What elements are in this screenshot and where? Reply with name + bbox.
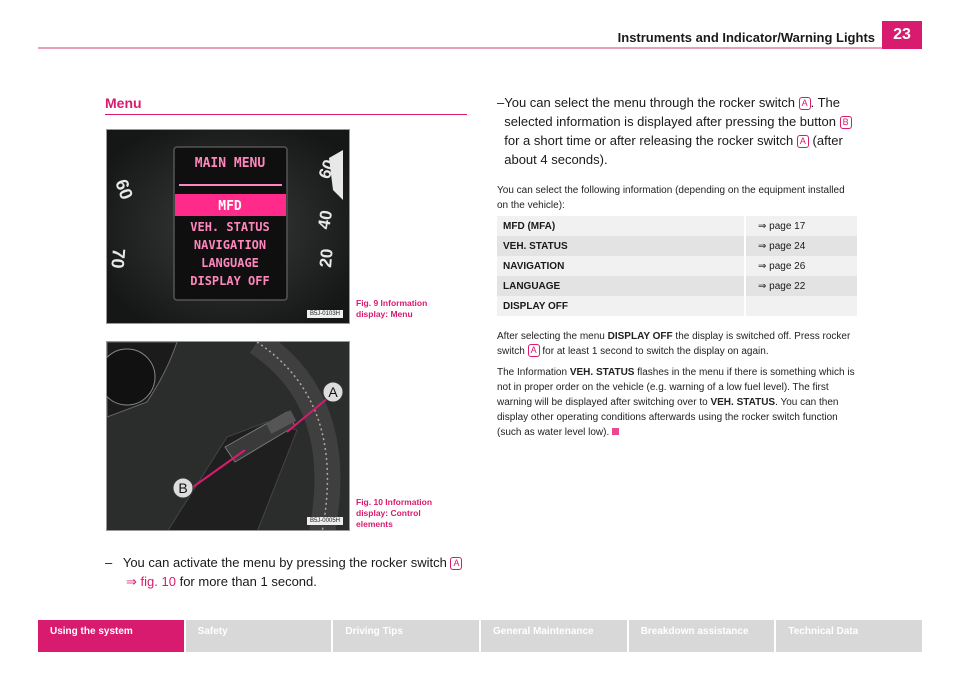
menu-options-table [497,216,857,316]
display-off-paragraph: After selecting the menu DISPLAY OFF the display is switched off. Press rocker switch A for at least 1 second to switch the display on again. [497,331,851,357]
menu-item-display-off: DISPLAY OFF [190,274,270,288]
tab-driving-tips[interactable]: Driving Tips [333,620,479,652]
menu-item-navigation: NAVIGATION [193,238,267,252]
table-row: NAVIGATION ⇒ page 26 [497,256,857,276]
gauge-right-20: 20 [316,247,337,269]
table-row: VEH. STATUS ⇒ page 24 [497,236,857,256]
tab-technical-data[interactable]: Technical Data [776,620,922,652]
callout-a-label: A [328,384,338,400]
tab-general-maintenance[interactable]: General Maintenance [481,620,627,652]
page-header-title: Instruments and Indicator/Warning Lights [617,30,875,45]
gauge-left-60: 60 [111,176,137,203]
veh-status-paragraph: The Information VEH. STATUS flashes in the menu if there is something which is not in proper order on the vehicle (e.g. warning of a low fuel level). The first warning will be displayed after switching over to VEH. STATUS. You can then display other operating conditions afterwards using the rocker switch function (such as water level low). [497,367,855,438]
rocker-switch-a-badge: A [450,557,462,570]
page-number: 23 [882,21,922,49]
figure-code: B5J-0103H [307,310,343,318]
figure-menu-display [106,129,350,324]
figure-code: B5J-0005H [307,517,343,525]
page-ref-link[interactable]: ⇒ page 26 [745,256,857,276]
section-divider [105,114,467,115]
button-b-badge: B [840,116,852,129]
menu-item-mfd: MFD [218,199,242,214]
menu-item-veh-status: VEH. STATUS [190,220,270,234]
tab-using-the-system[interactable]: Using the system [38,620,184,652]
callout-b-label: B [178,480,188,496]
rocker-switch-a-badge: A [799,97,811,110]
tab-breakdown-assistance[interactable]: Breakdown assistance [629,620,775,652]
steering-column-illustration [107,342,350,531]
footer-navigation [38,620,922,652]
section-title: Menu [105,95,142,111]
table-row: DISPLAY OFF [497,296,857,316]
figure-control-elements [106,341,350,531]
page-ref-link[interactable]: ⇒ page 22 [745,276,857,296]
figure-9-caption: Fig. 9 Information display: Menu [356,298,428,319]
gauge-right-40: 40 [314,208,337,231]
rocker-switch-a-badge: A [797,135,809,148]
menu-item-language: LANGUAGE [201,256,259,270]
figure-10-caption: Fig. 10 Information display: Control elements [356,497,433,529]
table-row: MFD (MFA) ⇒ page 17 [497,216,857,236]
page-ref-link[interactable]: ⇒ page 24 [745,236,857,256]
gauge-right-60: 60 [314,157,340,182]
left-instruction: – You can activate the menu by pressing the rocker switch A ⇒ fig. 10 for more than 1 second. [105,553,475,591]
section-end-marker [612,428,619,435]
gauge-left-70: 70 [107,247,129,270]
figure-10-link[interactable]: fig. 10 [140,574,176,589]
figure-link-arrow[interactable]: ⇒ [126,574,137,589]
instrument-cluster-illustration [107,130,350,324]
header-divider [38,47,922,49]
right-instruction: – You can select the menu through the rocker switch A . The selected information is displayed after pressing the button B for a short time or after releasing the rocker switch A (after about 4 seconds). You can select the following information (depending on the equipment installed on the vehicle): [497,93,857,213]
page-ref-link[interactable]: ⇒ page 17 [745,216,857,236]
table-row: LANGUAGE ⇒ page 22 [497,276,857,296]
tab-safety[interactable]: Safety [186,620,332,652]
options-intro: You can select the following information (depending on the equipment installed on the vehicle): [497,185,845,211]
menu-title: MAIN MENU [194,156,266,171]
rocker-switch-a-badge: A [528,344,540,357]
